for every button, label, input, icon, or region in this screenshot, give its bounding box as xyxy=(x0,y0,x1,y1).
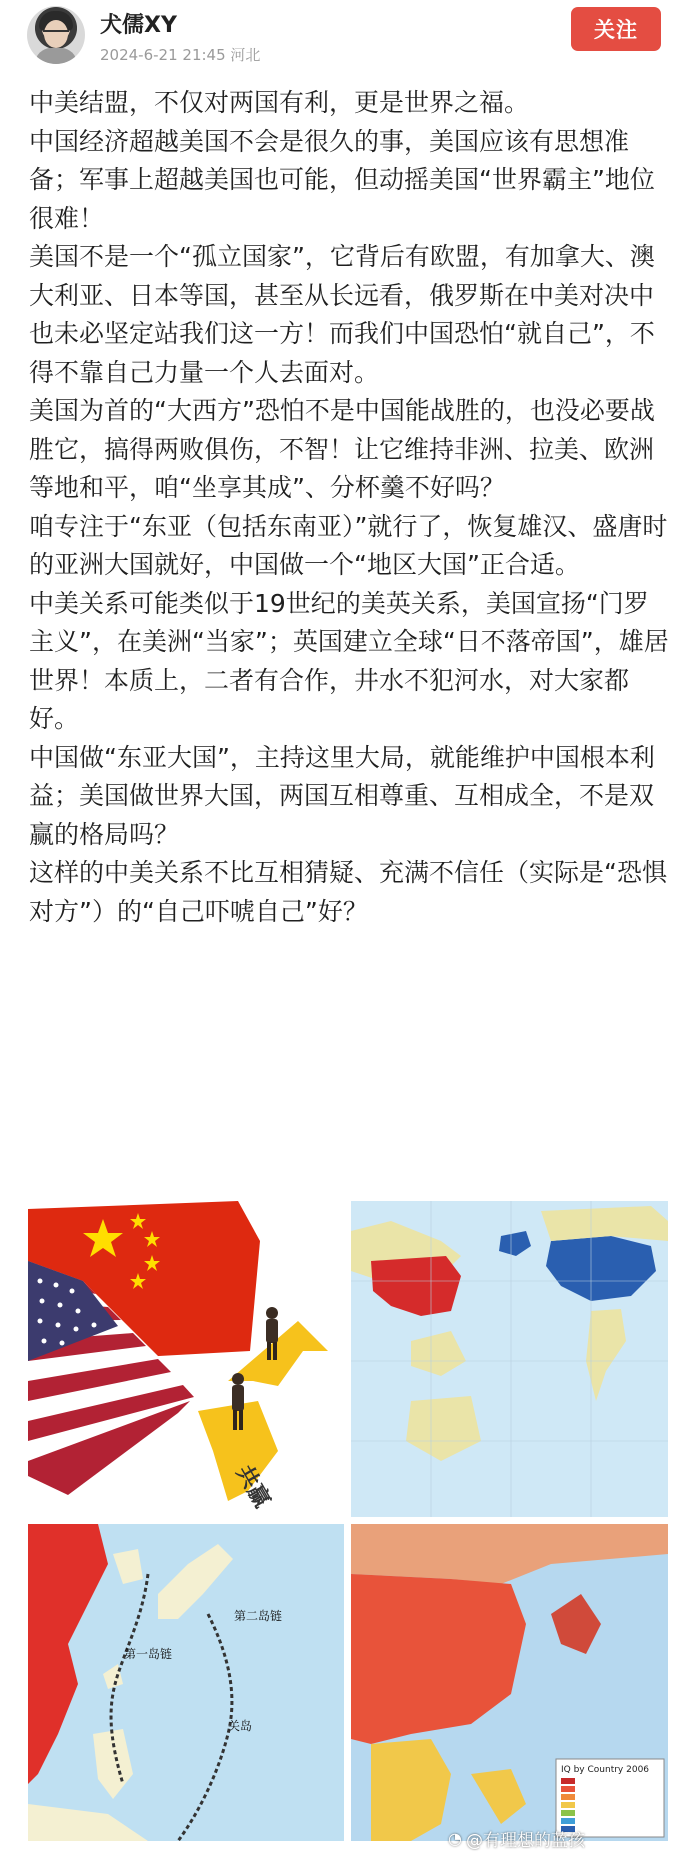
weibo-logo-icon: ◔ xyxy=(448,1829,462,1848)
follow-button[interactable]: 关注 xyxy=(571,7,661,51)
iq-map xyxy=(351,1524,668,1841)
post-paragraph: 中国经济超越美国不会是很久的事，美国应该有思想准备；军事上超越美国也可能，但动摇美国“世界霸主”地位很难！ xyxy=(29,126,655,233)
post-paragraph: 中国做“东亚大国”，主持这里大局，就能维护中国根本利益；美国做世界大国，两国互相尊重、互相成全，不是双赢的格局吗？ xyxy=(29,742,655,849)
world-map xyxy=(351,1201,668,1517)
island-chain-map xyxy=(28,1524,344,1841)
post-paragraph: 这样的中美关系不比互相猜疑、充满不信任（实际是“恐惧对方”）的“自己吓唬自己”好？ xyxy=(29,858,667,926)
author-name[interactable]: 犬儒XY xyxy=(100,13,177,38)
island-chain-map-image[interactable] xyxy=(28,1524,344,1841)
watermark-text: @有理想的蓝孩 xyxy=(465,1831,585,1851)
guam-label: 关岛 xyxy=(228,1719,253,1733)
world-map-image[interactable] xyxy=(351,1201,668,1517)
weibo-watermark xyxy=(448,1826,585,1851)
legend-title: IQ by Country 2006 xyxy=(561,1765,650,1775)
flags-illustration xyxy=(28,1201,344,1517)
second-chain-label: 第二岛链 xyxy=(234,1609,283,1623)
post-paragraph: 中美结盟，不仅对两国有利，更是世界之福。 xyxy=(29,88,530,117)
post-meta: 2024-6-21 21:45 河北 xyxy=(100,46,261,64)
landmass xyxy=(541,1206,668,1241)
flags-image[interactable] xyxy=(28,1201,344,1517)
iq-map-image[interactable] xyxy=(351,1524,668,1841)
avatar[interactable] xyxy=(27,6,85,64)
win-win-label: 共赢 xyxy=(230,1461,275,1513)
first-chain-label: 第一岛链 xyxy=(124,1647,173,1661)
image-grid xyxy=(28,1201,668,1841)
post-paragraph: 中美关系可能类似于19世纪的美英关系，美国宣扬“门罗主义”，在美洲“当家”；英国建立全球“日不落帝国”，雄居世界！本质上，二者有合作，井水不犯河水，对大家都好。 xyxy=(29,588,669,733)
legend-swatches xyxy=(561,1778,575,1832)
post-paragraph: 美国为首的“大西方”恐怕不是中国能战胜的，也没必要战胜它，搞得两败俱伤，不智！让它维持非洲、拉美、欧洲等地和平，咱“坐享其成”、分杯羹不好吗？ xyxy=(29,396,655,502)
post-body xyxy=(29,84,669,931)
post-paragraph: 咱专注于“东亚（包括东南亚）”就行了，恢复雄汉、盛唐时的亚洲大国就好，中国做一个“地区大国”正合适。 xyxy=(29,511,668,579)
post-header xyxy=(0,0,690,80)
post-paragraph: 美国不是一个“孤立国家”，它背后有欧盟，有加拿大、澳大利亚、日本等国，甚至从长远看，俄罗斯在中美对决中也未必坚定站我们这一方！而我们中国恐怕“就自己”，不得不靠自己力量一个人去面对。 xyxy=(29,242,655,387)
